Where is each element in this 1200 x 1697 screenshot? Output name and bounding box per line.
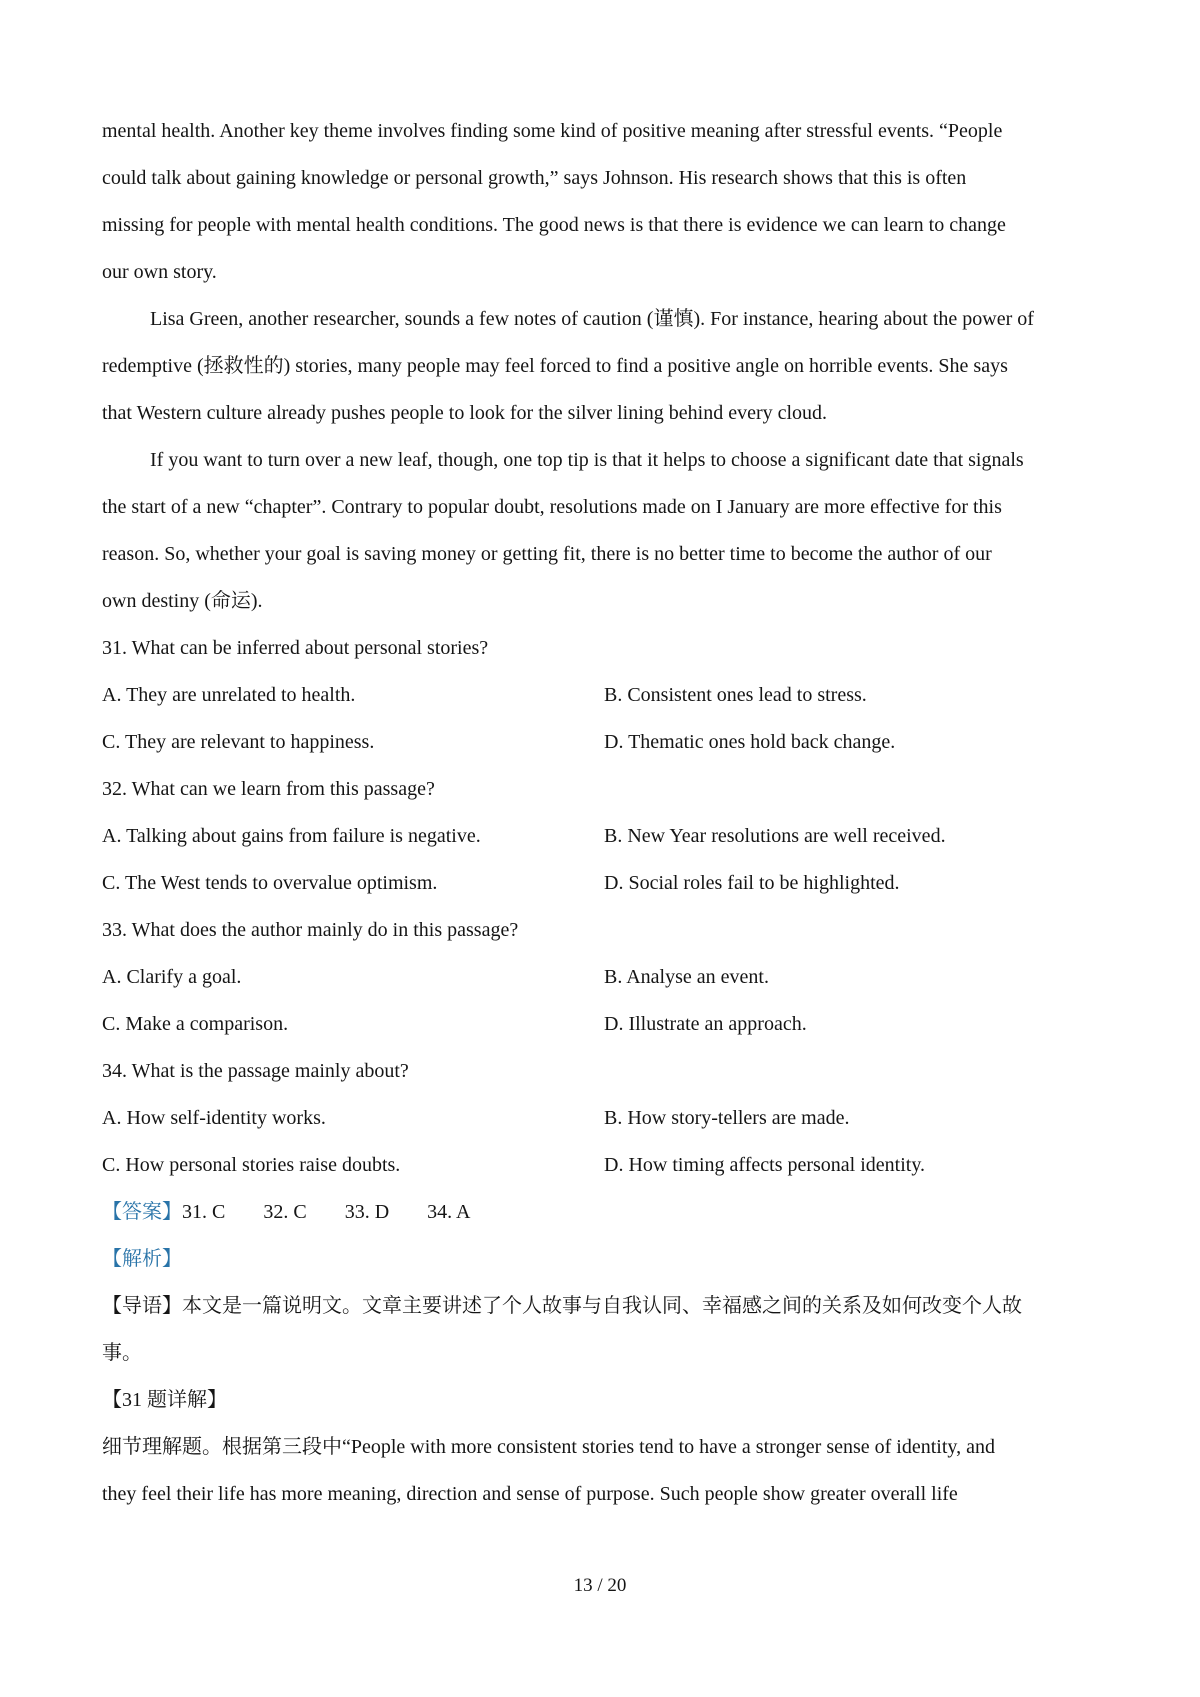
analysis-line: 细节理解题。根据第三段中“People with more consistent stories tend to have a stronger sense of identity, and xyxy=(102,1436,995,1458)
option-d: D. Social roles fail to be highlighted. xyxy=(604,872,900,894)
option-c: C. Make a comparison. xyxy=(102,1013,289,1035)
option-a: A. Clarify a goal. xyxy=(102,966,242,988)
answer-key-row xyxy=(102,1189,1092,1236)
option-b: B. How story-tellers are made. xyxy=(604,1107,850,1129)
passage-line: Lisa Green, another researcher, sounds a few notes of caution (谨慎). For instance, hearing about the power of xyxy=(150,308,1034,330)
page-content xyxy=(102,108,1092,1518)
analysis-label: 【解析】 xyxy=(102,1248,182,1270)
analysis-line: 事。 xyxy=(102,1342,142,1364)
option-row xyxy=(102,813,1092,860)
option-a: A. How self-identity works. xyxy=(102,1107,326,1129)
question-31 xyxy=(102,625,1092,766)
passage-line: missing for people with mental health conditions. The good news is that there is evidence we can learn to change xyxy=(102,214,1006,236)
question-32 xyxy=(102,766,1092,907)
passage-paragraph-1 xyxy=(102,108,1092,296)
option-b: B. Consistent ones lead to stress. xyxy=(604,684,867,706)
passage-line: the start of a new “chapter”. Contrary to popular doubt, resolutions made on I January are more effective for this xyxy=(102,496,1002,518)
passage-paragraph-2 xyxy=(102,296,1092,437)
passage-line: reason. So, whether your goal is saving money or getting fit, there is no better time to become the author of our xyxy=(102,543,992,565)
option-c: C. The West tends to overvalue optimism. xyxy=(102,872,438,894)
answer-item: 31. C xyxy=(182,1201,226,1223)
answer-key-label: 【答案】 xyxy=(102,1201,182,1223)
answer-item: 33. D xyxy=(344,1201,390,1223)
option-row xyxy=(102,1095,1092,1142)
answer-item: 32. C xyxy=(263,1201,307,1223)
option-d: D. Illustrate an approach. xyxy=(604,1013,807,1035)
option-row xyxy=(102,1142,1092,1189)
option-d: D. How timing affects personal identity. xyxy=(604,1154,926,1176)
page-number: 13 / 20 xyxy=(573,1575,627,1596)
option-a: A. They are unrelated to health. xyxy=(102,684,356,706)
option-row xyxy=(102,719,1092,766)
answer-item: 34. A xyxy=(427,1201,471,1223)
passage-line: could talk about gaining knowledge or personal growth,” says Johnson. His research shows that this is often xyxy=(102,167,967,189)
option-row xyxy=(102,672,1092,719)
option-a: A. Talking about gains from failure is negative. xyxy=(102,825,481,847)
analysis-line: they feel their life has more meaning, direction and sense of purpose. Such people show greater overall life xyxy=(102,1483,958,1505)
question-text: 31. What can be inferred about personal stories? xyxy=(102,637,489,659)
question-text: 33. What does the author mainly do in this passage? xyxy=(102,919,519,941)
option-row xyxy=(102,954,1092,1001)
option-row xyxy=(102,1001,1092,1048)
passage-line: our own story. xyxy=(102,261,217,283)
option-c: C. They are relevant to happiness. xyxy=(102,731,375,753)
analysis-intro xyxy=(102,1283,1092,1377)
passage-line: that Western culture already pushes people to look for the silver lining behind every cloud. xyxy=(102,402,828,424)
option-d: D. Thematic ones hold back change. xyxy=(604,731,896,753)
analysis-line: 【导语】本文是一篇说明文。文章主要讲述了个人故事与自我认同、幸福感之间的关系及如何改变个人故 xyxy=(102,1295,1022,1317)
option-b: B. Analyse an event. xyxy=(604,966,769,988)
question-33 xyxy=(102,907,1092,1048)
passage-line: mental health. Another key theme involves finding some kind of positive meaning after stressful events. “People xyxy=(102,120,1003,142)
question-text: 34. What is the passage mainly about? xyxy=(102,1060,409,1082)
question-text: 32. What can we learn from this passage? xyxy=(102,778,435,800)
passage-line: own destiny (命运). xyxy=(102,590,263,612)
question-34 xyxy=(102,1048,1092,1189)
passage-paragraph-3 xyxy=(102,437,1092,625)
option-b: B. New Year resolutions are well received. xyxy=(604,825,946,847)
analysis-detail-31 xyxy=(102,1377,1092,1518)
option-row xyxy=(102,860,1092,907)
option-c: C. How personal stories raise doubts. xyxy=(102,1154,401,1176)
passage-line: redemptive (拯救性的) stories, many people may feel forced to find a positive angle on horrible events. She says xyxy=(102,355,1008,377)
analysis-detail-label: 【31 题详解】 xyxy=(102,1389,227,1411)
passage-line: If you want to turn over a new leaf, though, one top tip is that it helps to choose a significant date that signals xyxy=(150,449,1024,471)
